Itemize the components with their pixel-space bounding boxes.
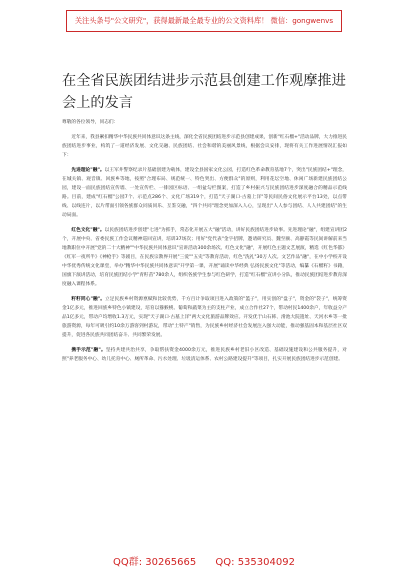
section-body: 以民族团结进步创建"七进"为抓手，常态化开展五大"融"活动，讲好民族团结进步故事。先进理论"融"，组建宣讲团2个，开展中央、省委民族工作会议精神巡回宣讲，培训37场次；用好"党代表"金字招牌，邀请研究员、魏至颐、高静霞等民间讲解前来当地教职位中开展"党的二十大精神""中华民族共同体意识"宣讲活动300余场次。红色文化"融"，开展红色主题文艺展演，精选《红色华都》《红军一夜所半》《神枪手》等剧目，在民族宗教界开展"三爱""五史"等教育活动，红色"洗礼"30万人次。文艺作品"融"，在中小学校开设中华优秀传统文化课堂，举办"精华中华民族共同体意识"开学第一课，开展"诵读中华经典 弘扬民族文化"等活动，编纂《石榴籽》书籍，国旗下演讲活动，培育民族团结小学"青籽苗"780余人，组织各族学生参与红色研学，打造"红石榴"宣讲小分队，推动民族团结进步教育深度融入课程体系。 (62, 228, 348, 287)
section-heading: 先进理论"融"。 (71, 168, 105, 173)
section-body: 立足民族乡村资源禀赋和比较优势，千方百计争取项目进入政策的"篮子"，用实创的"盘子"，资金的"袋子"，统筹资金1亿多元，推进回族乡特色小镇建设，培育以猕猴桃、葡萄和蔬菜为主的支柱产业，成立合作社27个，带动村民1400余户，年收益分产品1亿多元，带动户均增收1.3万元，实现"天子湖口·古墓上洋"两大文化旅游品牌效应。开发优于山石韩、滑池大院遗址、天河水乡等一批旅游资源，每年可吸引约10余万游客到村游玩，带动"土特产"销售，为民族乡村经济社会发展注入强大动能，推动强基固本和基层社区双提升，促进各民族共同团结奋斗、共同繁荣发展。 (62, 297, 347, 338)
section-body: 以王军井警察纪录片基础创建为载体，建设全县国家文化公园，打造红色革命教育基地7个，突出"民族团结+"理念，在城关镇、观音镇、回族乡等地，按照"合理布局、规范统一、特色突出、方便群众"的原则，利用花坛空地、休闲广场新建民族团结公园，建设一面民族团结宣传墙、一处宣传栏、一排园区标语、一组盆勾栏图案，打造了乡村振兴与民族团结进步深度融合的精品示范线路。目前，建成"红石榴"公园7个、示范点286个、文化广场319个，打造"天子湖口·古墓上洋"等民间民俗文化展示平台13处，以点带线、以线连片，以片带面引领各族群众同质同乐、互鉴交融，"四个共同"理念更加深入人心，呈现出"人人参与团结、人人共建团结"的生动局面。 (62, 168, 347, 218)
intro-paragraph: 近年来，我县紧扣精华中华民族共同体意识这条主线，深化全省民族团结进步示范县创建成果，创新"红石榴+"活动品牌，大力推进民族团结进步事业，构筑了一道经济发展、文化交融、民族团结、社会和谐的美丽风景线，根据会议安排，现将有关工作进展情况汇报如下： (62, 135, 347, 158)
section-heading: 籽籽同心"融"。 (71, 297, 106, 302)
qq-contact-label: QQ: 535304092 (215, 557, 295, 568)
document-body (62, 118, 347, 370)
salutation: 尊敬的各位领导，同志们： (62, 120, 119, 125)
section-paragraph (62, 346, 347, 364)
document-title: 在全省民族团结进步示范县创建工作观摩推进会上的发言 (62, 73, 346, 111)
promo-banner (66, 10, 342, 32)
section-heading: 红色文化"融"。 (71, 228, 105, 233)
contact-footer (0, 553, 408, 568)
section-paragraph (62, 226, 347, 289)
promo-banner-text: 关注头条号"公文研究"，获得最新最全最专业的公文资料库！ 微信：gongwenvs (74, 16, 334, 25)
section-paragraph (62, 166, 347, 220)
section-paragraph (62, 295, 347, 340)
section-heading: 携手示范"融"。 (71, 348, 106, 353)
qq-group-label: QQ群: 30265665 (113, 557, 197, 568)
section-body: 坚持共建共治共享，争取帮扶资金4000余万元，推进民族乡村老旧小区改造、基础设施建设和公共服务提升，对照"养老服务中心、幼儿托育中心、厕所革命、污水处理、垃圾清运体系、农村公路建设提升"等项目，扎实开展民族团结进步示范创建。 (62, 348, 347, 362)
